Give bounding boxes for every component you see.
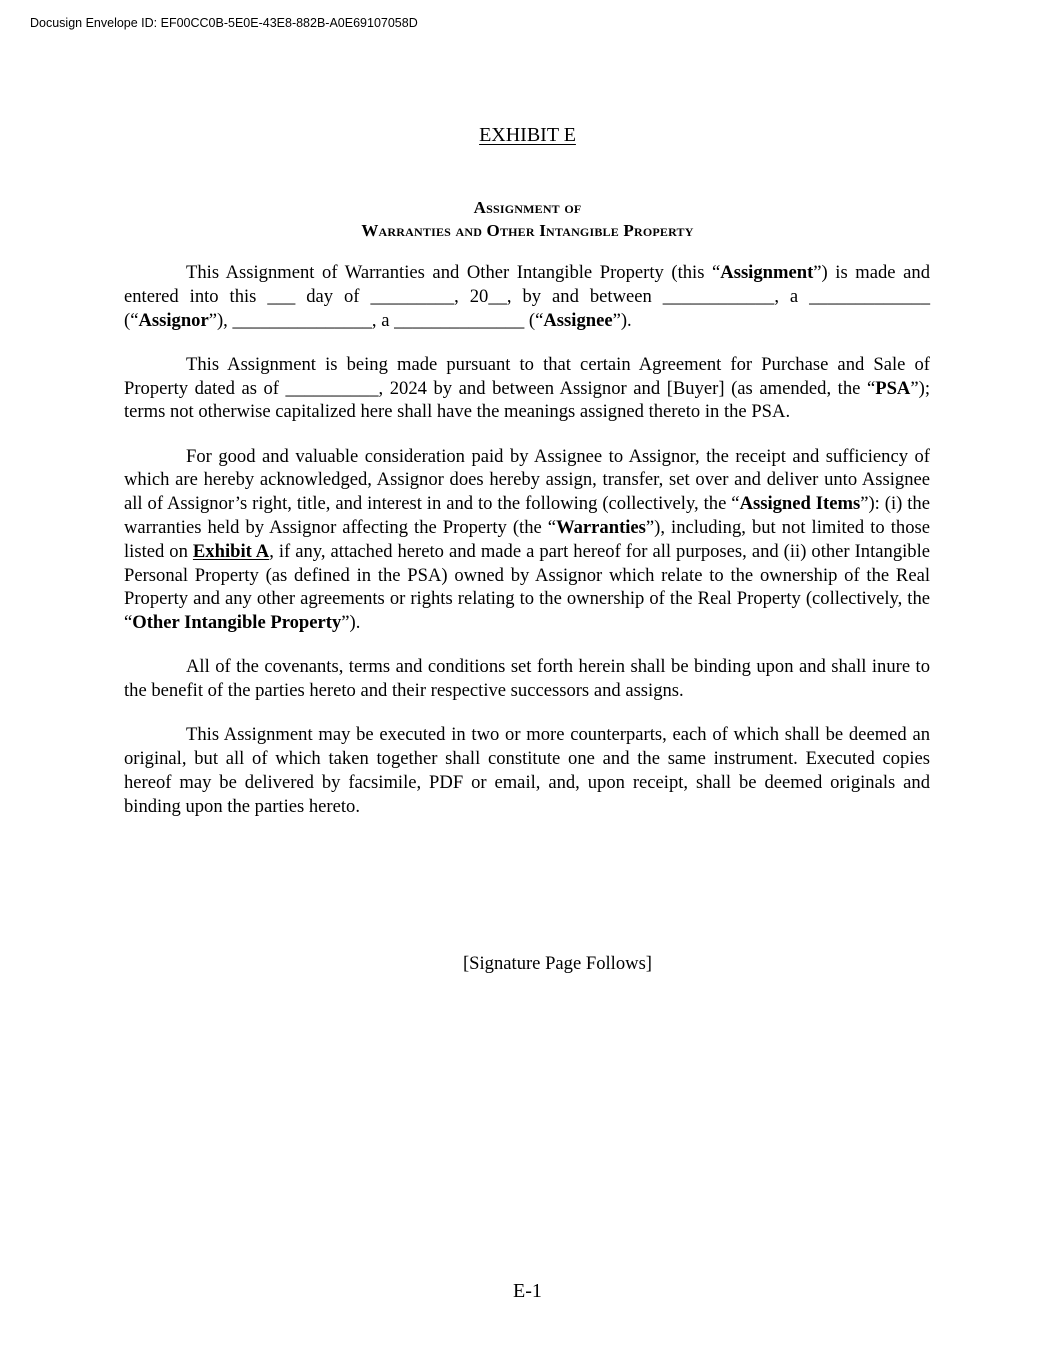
defined-term-psa: PSA <box>875 377 911 399</box>
defined-term-assigned-items: Assigned Items <box>739 493 861 515</box>
paragraph-psa <box>124 353 930 424</box>
paragraph-text: ”). <box>612 309 632 331</box>
document-title-line-2: Warranties and Other Intangible Property <box>361 221 694 240</box>
defined-term-warranties: Warranties <box>556 516 646 538</box>
paragraph-text: This Assignment is being made pursuant to that certain Agreement for Purchase and Sale of Property dated as of __________, 2024 by and between Assignor and [Buyer] (as amended, the “ <box>124 353 930 399</box>
paragraph-text: ”), _______________, a ______________ (“ <box>208 309 544 331</box>
paragraph-text: ”); terms not otherwise capitalized here shall have the meanings assigned thereto in the PSA. <box>124 377 930 423</box>
paragraph-text: , if any, attached hereto and made a part hereof for all purposes, and (ii) other Intangible Personal Property (as defined in the PSA) owned by Assignor which relate to the ownership of the Real Property and any other agreements or rights relating to the ownership of the Real Property (collectively, the “ <box>124 540 930 634</box>
paragraph-counterparts <box>124 723 930 818</box>
document-body <box>124 261 930 839</box>
defined-term-assignee: Assignee <box>543 309 613 331</box>
paragraph-text: All of the covenants, terms and conditions set forth herein shall be binding upon and shall inure to the benefit of the parties hereto and their respective successors and assigns. <box>124 656 930 702</box>
docusign-envelope-id: Docusign Envelope ID: EF00CC0B-5E0E-43E8-882B-A0E69107058D <box>30 16 418 30</box>
defined-term-other-intangible-property: Other Intangible Property <box>132 612 342 634</box>
document-title-line-1: Assignment of <box>473 198 582 217</box>
exhibit-a-reference: Exhibit A <box>192 540 270 562</box>
defined-term-assignor: Assignor <box>138 309 209 331</box>
defined-term-assignment: Assignment <box>720 262 814 283</box>
exhibit-title: EXHIBIT E <box>479 124 576 146</box>
paragraph-parties <box>124 261 930 332</box>
page-number: E-1 <box>513 1280 542 1302</box>
paragraph-text: For good and valuable consideration paid by Assignee to Assignor, the receipt and sufficiency of which are hereby acknowledged, Assignor does hereby assign, transfer, set over and deliver unto Assignee all of Assignor’s right, title, and interest in and to the following (collectively, the “ <box>124 445 930 515</box>
paragraph-text: ”). <box>341 612 361 634</box>
paragraph-text: This Assignment may be executed in two or more counterparts, each of which shall be deemed an original, but all of which taken together shall constitute one and the same instrument. Executed copies hereof may be delivered by facsimile, PDF or email, and, upon receipt, shall be deemed originals and binding upon the parties hereto. <box>124 724 930 817</box>
paragraph-text: ”): (i) the warranties held by Assignor affecting the Property (the “ <box>124 493 930 538</box>
signature-page-note: [Signature Page Follows] <box>462 953 652 974</box>
document-title <box>0 196 1055 242</box>
paragraph-successors <box>124 655 930 703</box>
paragraph-text: ”) is made and entered into this ___ day of _________, 20__, by and between ____________, a _____________ (“ <box>124 262 930 331</box>
paragraph-text: ”), including, but not limited to those listed on <box>124 516 930 562</box>
paragraph-text: This Assignment of Warranties and Other Intangible Property (this “ <box>186 262 721 283</box>
paragraph-assignment-grant <box>124 445 930 635</box>
